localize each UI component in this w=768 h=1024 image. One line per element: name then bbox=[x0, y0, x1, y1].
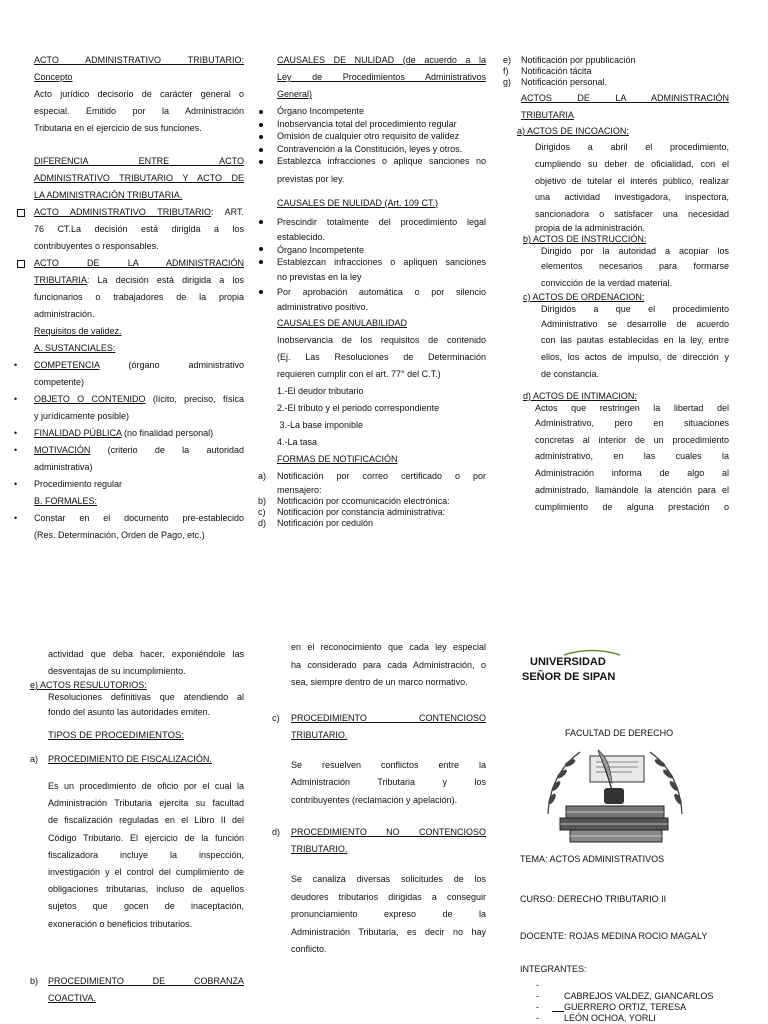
tipos-heading: TIPOS DE PROCEDIMIENTOS: bbox=[48, 730, 185, 741]
curso-line: CURSO: DERECHO TRIBUTARIO II bbox=[520, 894, 667, 904]
member-item: - GUERRERO ORTIZ, TERESA bbox=[536, 1002, 687, 1012]
column-1 bbox=[14, 52, 244, 544]
bullet-icon bbox=[259, 110, 263, 114]
causales-heading-2: Ley de Procedimientos Administrativos bbox=[277, 72, 486, 82]
nulidad-109-heading: CAUSALES DE NULIDAD (Art. 109 CT.) bbox=[277, 197, 439, 208]
no-contencioso-heading-2: TRIBUTARIO. bbox=[291, 844, 348, 854]
req-label: FINALIDAD PÚBLICA bbox=[34, 428, 122, 438]
list-marker: a) bbox=[30, 754, 39, 764]
instruccion-heading: b) ACTOS DE INSTRUCCIÓN: bbox=[523, 233, 647, 244]
item-acto-administracion bbox=[34, 255, 244, 323]
contencioso-heading-1: PROCEDIMIENTO CONTENCIOSO bbox=[291, 712, 486, 723]
list-item: Órgano Incompetente bbox=[277, 245, 486, 255]
concept-heading: ACTO ADMINISTRATIVO TRIBUTARIO: bbox=[34, 55, 244, 65]
requisitos-heading: Requisitos de validez. bbox=[34, 326, 122, 336]
fiscalizacion-heading-row bbox=[30, 751, 244, 768]
column-3 bbox=[503, 55, 729, 516]
item2-text-2: administración. bbox=[34, 309, 95, 319]
cobranza-heading-2: COACTIVA. bbox=[48, 992, 96, 1003]
bullet-icon: • bbox=[14, 445, 18, 455]
bullet-icon bbox=[259, 160, 263, 164]
causales-list bbox=[277, 105, 486, 168]
contencioso-heading-row bbox=[272, 710, 486, 744]
bullet-icon bbox=[259, 148, 263, 152]
causales-heading-3: General) bbox=[277, 89, 313, 99]
anulabilidad-heading: CAUSALES DE ANULABILIDAD bbox=[277, 317, 408, 328]
anul-list-item: 1.-El deudor tributario bbox=[277, 385, 364, 396]
nulidad-109-list bbox=[277, 215, 486, 315]
list-marker: d) bbox=[272, 827, 281, 837]
bullet-icon: • bbox=[14, 360, 18, 370]
member-item: - bbox=[536, 980, 539, 990]
anul-list-item: 3.-La base imponible bbox=[277, 419, 364, 430]
cobranza-heading-row bbox=[30, 973, 244, 1007]
members-list bbox=[536, 980, 713, 1024]
list-marker: c) bbox=[272, 712, 280, 723]
logo-arc-icon bbox=[562, 648, 622, 656]
req-item bbox=[14, 357, 244, 391]
formal-text-2: (Res. Determinación, Orden de Pago, etc.) bbox=[34, 530, 205, 540]
cont-text-2: desventajas de su incumplimiento. bbox=[48, 666, 186, 676]
item-acto-administrativo bbox=[34, 204, 244, 255]
req-text: (órgano administrativo bbox=[99, 360, 244, 370]
resolutorios-heading: e) ACTOS RESULUTORIOS: bbox=[30, 680, 147, 690]
list-item-cont: mensajero: bbox=[277, 484, 322, 495]
fiscalizacion-text: Es un procedimiento de oficio por el cual la Administración Tributaria ejercita su facultad de fiscalización reguladas en el Libro II del Código Tributario. El ejercicio de la función fiscalizadora incluye la inspección, investigación y el control del cumplimiento de obligaciones tributarias, incluso de aquellos sujetos que gocen de inaceptación, exoneración o beneficios tributarios. bbox=[48, 781, 244, 929]
ordenacion-text: Dirigidos a que el procedimiento Administrativo se desarrolle de acuerdo con las pautas establecidas en la ley, entre ellos, los actos de impulso, de dirección y de constancia. bbox=[541, 303, 729, 379]
cont-text-1: actividad que deba hacer, exponiéndole las bbox=[48, 649, 244, 659]
bullet-icon bbox=[259, 135, 263, 139]
intimacion-heading: d) ACTOS DE INTIMACION: bbox=[523, 390, 637, 401]
bullet-icon bbox=[259, 220, 263, 224]
req-text-2: y jurídicamente posible) bbox=[34, 411, 130, 421]
difference-heading-1: DIFERENCIA ENTRE ACTO bbox=[34, 156, 244, 166]
req-item bbox=[14, 391, 244, 425]
item2-head-2: TRIBUTARIA bbox=[34, 275, 87, 285]
university-logo bbox=[520, 648, 752, 686]
list-item: Inobservancia total del procedimiento regular bbox=[277, 118, 486, 131]
formas-list bbox=[258, 468, 486, 529]
list-item: Prescindir totalmente del procedimiento legal establecido. bbox=[277, 215, 486, 245]
list-item: c) Notificación por constancia administrativa: bbox=[258, 506, 446, 517]
req-label: OBJETO O CONTENIDO bbox=[34, 394, 146, 404]
req-text-2: administrativa) bbox=[34, 462, 93, 472]
req-text: (criterio de la autoridad bbox=[90, 445, 244, 455]
notif-list bbox=[503, 55, 729, 88]
list-item: g) Notificación personal. bbox=[503, 77, 608, 87]
contencioso-text: Se resuelven conflictos entre la Administración Tributaria y los contribuyentes (reclamación y apelación). bbox=[291, 759, 486, 805]
causales-cont: previstas por ley. bbox=[277, 173, 345, 184]
req-item bbox=[14, 442, 244, 476]
incoacion-text: Dirigidos a abril el procedimiento, cumpliendo su deber de oficialidad, con el objetivo de tutelar el interés público, realizar una actividad investigadora, inspectora, sancionadora o satisfacer una necesidad propia de la administración. bbox=[535, 142, 729, 233]
law-books-quill-icon bbox=[540, 744, 690, 848]
integrantes-heading: INTEGRANTES: bbox=[520, 964, 587, 974]
tema-line: TEMA: ACTOS ADMINISTRATIVOS bbox=[520, 854, 665, 864]
contencioso-heading-2: TRIBUTARIO. bbox=[291, 729, 348, 740]
list-item: Contravención a la Constitución, leyes y otros. bbox=[277, 143, 486, 156]
req-text: (lícito, preciso, física bbox=[145, 394, 244, 404]
req-text: Procedimiento regular bbox=[34, 479, 123, 489]
faculty-name: FACULTAD DE DERECHO bbox=[565, 728, 674, 738]
list-marker: b) bbox=[30, 975, 39, 986]
formal-item bbox=[14, 510, 244, 544]
anul-text-2: (Ej. Las Resoluciones de Determinación bbox=[277, 351, 486, 362]
list-item: Establezca infracciones o aplique sanciones no bbox=[277, 155, 486, 168]
member-item: - LEÓN OCHOA, YORLI bbox=[536, 1013, 656, 1023]
anul-list-item: 4.-La tasa bbox=[277, 436, 318, 447]
list-item: Omisión de cualquier otro requisito de validez bbox=[277, 130, 486, 143]
concept-text-1: Acto jurídico decisorio de carácter general o bbox=[34, 89, 244, 99]
actos-heading-1: ACTOS DE LA ADMINISTRACIÓN bbox=[521, 93, 729, 103]
cont-text-2: ha considerado para cada Administración, o bbox=[291, 659, 486, 670]
item1-rest: : ART. bbox=[211, 207, 244, 217]
bullet-icon bbox=[259, 123, 263, 127]
concept-text-2: especial. Emitido por la Administración bbox=[34, 106, 244, 116]
item1-text-1: 76 CT.La decisión está dirigida a los bbox=[34, 224, 244, 234]
bullet-icon: • bbox=[14, 479, 18, 489]
list-item: Órgano Incompetente bbox=[277, 105, 486, 118]
item2-head-1: ACTO DE LA ADMINISTRACIÓN bbox=[34, 258, 244, 268]
cont-text-3: sea, siempre dentro de un marco normativo. bbox=[291, 677, 468, 687]
causales-heading-1: CAUSALES DE NULIDAD (de acuerdo a la bbox=[277, 55, 486, 65]
member-item: - CABREJOS VALDEZ, GIANCARLOS bbox=[536, 991, 714, 1001]
actos-heading-2: TRIBUTARIA bbox=[521, 110, 574, 120]
fiscalizacion-heading: PROCEDIMIENTO DE FISCALIZACIÓN. bbox=[48, 754, 212, 764]
bullet-icon bbox=[259, 260, 263, 264]
intimacion-text: Actos que restringen la libertad del Administrativo, pero en situaciones concretas al interior de un procedimiento administrativo, en las cuales la Administración informa de algo al administrado, llamándole la atención para el cumplimiento de alguna prestación o bbox=[535, 402, 729, 512]
anul-list-item: 2.-El tributo y el periodo correspondiente bbox=[277, 402, 440, 413]
cobranza-heading-1: PROCEDIMIENTO DE COBRANZA bbox=[48, 975, 244, 986]
resolutorios-text-1: Resoluciones definitivas que atendiendo al bbox=[48, 692, 244, 702]
list-item: f) Notificación tácita bbox=[503, 66, 592, 76]
list-item: Por aprobación automática o por silencio administrativo positivo. bbox=[277, 285, 486, 315]
list-item: e) Notificación por ppublicación bbox=[503, 55, 636, 65]
req-label: MOTIVACIÓN bbox=[34, 445, 91, 455]
list-item: b) Notificación por ccomunicación electrónica: bbox=[258, 495, 450, 506]
item1-head: ACTO ADMINISTRATIVO TRIBUTARIO bbox=[34, 207, 212, 217]
req-label: COMPETENCIA bbox=[34, 360, 100, 370]
bullet-icon: • bbox=[14, 394, 18, 404]
checkbox-square-icon bbox=[17, 209, 25, 217]
req-text: (no finalidad personal) bbox=[121, 428, 214, 438]
list-item: a) Notificación por correo certificado o por bbox=[258, 470, 486, 481]
no-contencioso-heading-1: PROCEDIMIENTO NO CONTENCIOSO bbox=[291, 827, 486, 837]
req-item bbox=[14, 476, 244, 493]
difference-heading-2: ADMINISTRATIVO TRIBUTARIO Y ACTO DE bbox=[34, 173, 244, 183]
bullet-icon: • bbox=[14, 428, 18, 438]
req-text-2: competente) bbox=[34, 377, 85, 387]
resolutorios-text-2: fondo del asunto las autoridades emiten. bbox=[48, 707, 211, 717]
cont-text-1: en el reconocimiento que cada ley especial bbox=[291, 642, 486, 652]
concept-text-3: Tributaria en el ejercicio de sus funciones. bbox=[34, 123, 202, 133]
instruccion-text: Dirigido por la autoridad a acopiar los elementos necesarios para formarse convicción de la verdad material. bbox=[541, 245, 729, 288]
req-item bbox=[14, 425, 244, 442]
column-4 bbox=[30, 646, 244, 1007]
column-5 bbox=[272, 639, 486, 959]
ordenacion-heading: c) ACTOS DE ORDENACION: bbox=[523, 291, 645, 302]
no-contencioso-text: Se canaliza diversas solicitudes de los deudores tributarios dirigidas a conseguir pronunciamiento expreso de la Administración Tributaria, es decir no hay conflicto. bbox=[291, 874, 486, 954]
anul-text-1: Inobservancia de los requisitos de contenido bbox=[277, 334, 486, 345]
bullet-icon bbox=[259, 247, 263, 251]
list-item: Establezcan infracciones o apliquen sanciones no previstas en la ley bbox=[277, 255, 486, 285]
formal-text-1: Constar en el documento pre-establecido bbox=[34, 513, 244, 523]
item2-rest: : La decisión está dirigida a los bbox=[86, 275, 244, 285]
bullet-icon bbox=[259, 290, 263, 294]
bullet-icon: • bbox=[14, 513, 18, 523]
item2-text-1: funcionarios o trabajadores de la propia bbox=[34, 292, 244, 302]
concept-subheading: Concepto bbox=[34, 72, 73, 82]
difference-heading-3: LA ADMINISTRACIÓN TRIBUTARIA. bbox=[34, 190, 183, 200]
incoacion-heading: a) ACTOS DE INCOACION: bbox=[517, 126, 629, 136]
university-name-1: UNIVERSIDAD bbox=[530, 656, 606, 668]
formales-heading: B. FORMALES: bbox=[34, 496, 98, 506]
list-item: d) Notificación por cedulón bbox=[258, 517, 374, 528]
item1-text-2: contribuyentes o responsables. bbox=[34, 241, 159, 251]
formas-heading: FORMAS DE NOTIFICACIÓN bbox=[277, 453, 398, 464]
sustanciales-heading: A. SUSTANCIALES: bbox=[34, 343, 116, 353]
docente-line: DOCENTE: ROJAS MEDINA ROCIO MAGALY bbox=[520, 931, 708, 941]
no-contencioso-heading-row bbox=[272, 824, 486, 858]
anul-text-3: requieren cumplir con el art. 77° del C.T.) bbox=[277, 368, 441, 379]
cover-column bbox=[520, 648, 752, 1023]
column-2 bbox=[258, 52, 486, 529]
checkbox-square-icon bbox=[17, 260, 25, 268]
university-name-2: SEÑOR DE SIPAN bbox=[522, 671, 616, 683]
